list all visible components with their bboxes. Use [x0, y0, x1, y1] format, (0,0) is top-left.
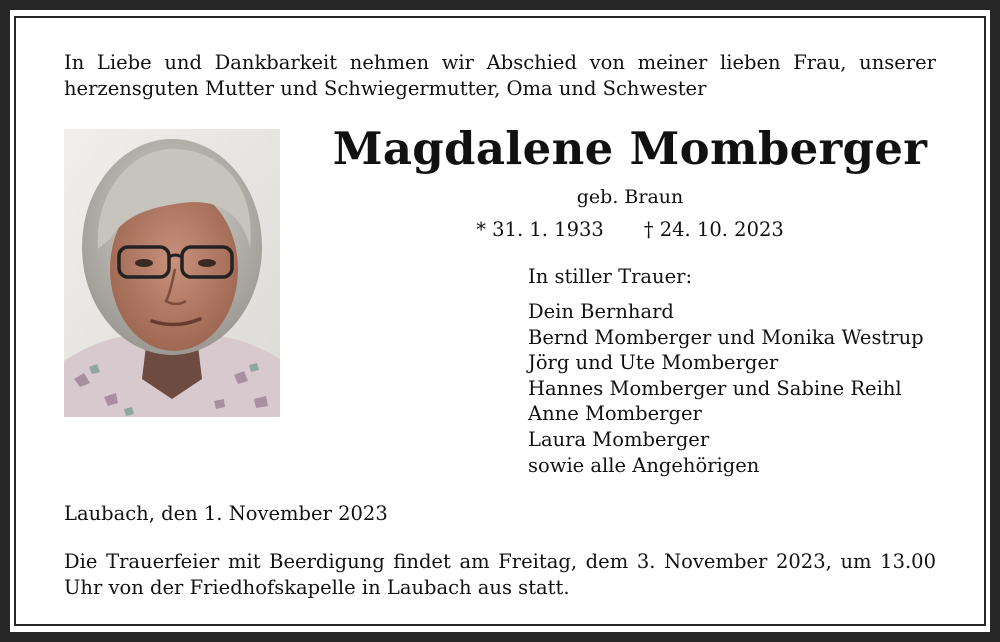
portrait-photo [64, 129, 280, 417]
list-item: sowie alle Angehörigen [528, 453, 760, 477]
list-item: Dein Bernhard [528, 300, 674, 323]
mourning-label: In stiller Trauer: [528, 265, 693, 288]
intro-text: In Liebe und Dankbarkeit nehmen wir Abschied von meiner lieben Frau, unserer herzensguten Mutter und Schwiegermutter, Oma und Schwester [64, 51, 936, 100]
mourners-list [528, 299, 924, 478]
funeral-info: Die Trauerfeier mit Beerdigung findet am Freitag, dem 3. November 2023, um 13.00 Uhr von der Friedhofskapelle in Laubach aus statt. [64, 550, 936, 599]
deceased-name: Magdalene Momberger [332, 122, 928, 175]
birth-date: * 31. 1. 1933 [476, 218, 604, 241]
list-item: Hannes Momberger und Sabine Reihl [528, 376, 902, 400]
list-item: Anne Momberger [528, 402, 702, 426]
list-item: Jörg und Ute Momberger [528, 351, 779, 375]
death-date: † 24. 10. 2023 [643, 218, 784, 241]
list-item: Bernd Momberger und Monika Westrup [528, 325, 924, 349]
list-item: Laura Momberger [528, 427, 710, 451]
maiden-name: geb. Braun [576, 186, 684, 208]
place-and-date: Laubach, den 1. November 2023 [64, 502, 388, 525]
life-dates [322, 217, 938, 243]
